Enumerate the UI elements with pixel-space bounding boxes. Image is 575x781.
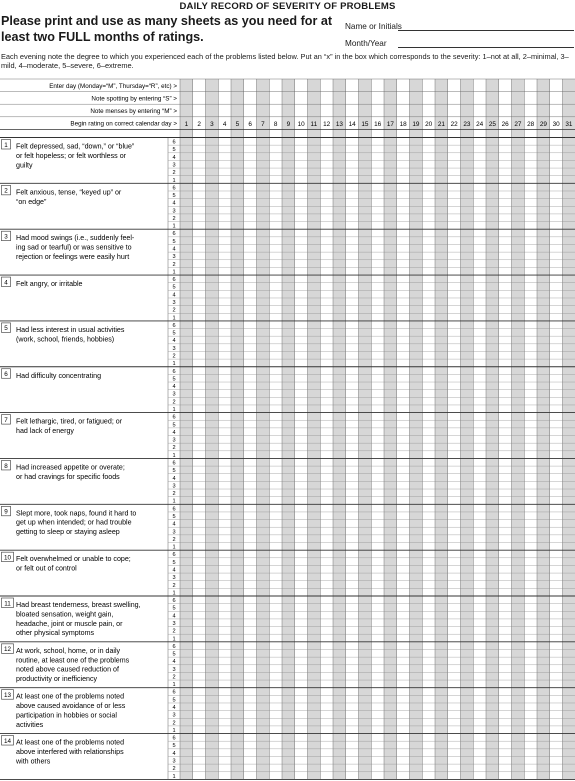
severity-level: 1 <box>172 452 176 459</box>
problem-description-line: At least one of the problems noted <box>16 738 125 747</box>
day-number: 31 <box>565 120 573 128</box>
day-number: 8 <box>273 120 278 128</box>
problem-description-line: routine, at least one of the problems <box>16 656 130 665</box>
severity-level: 1 <box>172 544 176 551</box>
instructions-text: Each evening note the degree to which you experienced each of the problems listed below. Put an “x” in the box which corresponds to the severity: 1–not at all, 2–minimal, 3–mild, 4–moderate, 5–severe, 6–extreme. <box>1 52 569 71</box>
severity-level: 1 <box>172 315 176 322</box>
severity-level: 5 <box>172 376 176 383</box>
problem-number: 11 <box>4 600 11 608</box>
severity-level: 6 <box>172 460 176 467</box>
problem-number: 10 <box>3 554 12 562</box>
day-number: 9 <box>286 120 291 128</box>
shaded-day-column <box>461 79 474 779</box>
problem-number: 13 <box>3 692 12 699</box>
shaded-day-column <box>180 79 193 779</box>
severity-level: 1 <box>172 361 176 368</box>
severity-level: 5 <box>172 238 176 245</box>
severity-level: 4 <box>172 521 176 528</box>
problem-description-line: activities <box>16 720 44 729</box>
problem-description-line: Felt depressed, sad, “down,” or “blue” <box>16 142 135 151</box>
severity-level: 2 <box>172 491 176 498</box>
problem-description-line: Had mood swings (i.e., suddenly feel- <box>16 234 135 243</box>
problem-description-line: other physical symptoms <box>16 629 95 638</box>
severity-level: 3 <box>172 666 176 673</box>
severity-level: 4 <box>172 338 176 345</box>
severity-level: 2 <box>172 261 176 268</box>
day-number: 20 <box>425 120 433 128</box>
day-number: 25 <box>488 120 496 128</box>
problem-description-line: Slept more, took naps, found it hard to <box>16 509 137 518</box>
form-headline: Please print and use as many sheets as you need for at least two FULL months of ratings. <box>1 14 333 44</box>
problem-description-line: noted above caused reduction of <box>16 665 119 674</box>
problem-description-line: had lack of energy <box>16 427 74 435</box>
severity-level: 5 <box>172 743 176 750</box>
severity-level: 4 <box>172 154 176 161</box>
day-number: 17 <box>386 120 394 128</box>
problem-description-line: bloated sensation, weight gain, <box>16 610 114 619</box>
problem-number: 12 <box>3 646 12 654</box>
shaded-day-column <box>231 79 244 779</box>
header-row-label: Note spotting by entering “S” > <box>91 95 177 103</box>
day-number: 2 <box>197 120 201 128</box>
severity-level: 5 <box>172 284 176 291</box>
problem-description-line: At work, school, home, or in daily <box>16 646 121 655</box>
severity-level: 6 <box>172 506 176 513</box>
day-number: 19 <box>412 120 420 128</box>
severity-level: 6 <box>172 598 176 605</box>
day-number: 5 <box>235 120 240 128</box>
shaded-day-column <box>308 79 321 779</box>
header-row-label: Enter day (Monday=“M”, Thursday=“R”, etc) > <box>49 82 177 90</box>
problem-number: 3 <box>4 233 8 241</box>
severity-level: 3 <box>172 437 176 444</box>
severity-level: 1 <box>172 590 176 597</box>
severity-level: 3 <box>172 300 176 307</box>
problem-description-line: or had cravings for specific foods <box>16 472 120 481</box>
severity-level: 6 <box>172 139 176 146</box>
form-title: DAILY RECORD OF SEVERITY OF PROBLEMS <box>179 1 396 12</box>
problem-description-line: ing sad or tearful) or was sensitive to <box>16 243 132 252</box>
day-number: 14 <box>348 120 356 128</box>
problem-description-line: participation in hobbies or social <box>16 711 117 720</box>
severity-level: 3 <box>172 758 176 765</box>
day-number: 10 <box>297 120 305 128</box>
problem-number: 7 <box>4 416 8 424</box>
severity-level: 5 <box>172 651 176 658</box>
severity-level: 6 <box>172 689 176 696</box>
shaded-day-column <box>537 79 550 779</box>
severity-level: 2 <box>172 582 176 589</box>
severity-level: 2 <box>172 720 176 727</box>
severity-level: 4 <box>172 613 176 620</box>
severity-level: 5 <box>172 330 176 337</box>
problem-description-line: above caused avoidance of or less <box>16 702 126 711</box>
shaded-day-column <box>410 79 423 779</box>
problem-number: 9 <box>4 508 8 516</box>
problem-number: 2 <box>4 187 8 195</box>
header-row-label: Note menses by entering “M” > <box>90 108 177 115</box>
severity-level: 6 <box>172 231 176 238</box>
problem-description-line: or felt out of control <box>16 564 77 573</box>
severity-level: 3 <box>172 345 176 352</box>
problem-description-line: get up when intended; or had trouble <box>16 518 132 527</box>
day-number: 26 <box>501 120 509 128</box>
severity-level: 5 <box>172 513 176 520</box>
severity-level: 1 <box>172 682 176 689</box>
severity-level: 5 <box>172 468 176 475</box>
severity-level: 2 <box>172 445 176 452</box>
severity-level: 5 <box>172 193 176 200</box>
shaded-day-column <box>359 79 372 779</box>
shaded-day-column <box>563 79 575 779</box>
month-field-label: Month/Year <box>345 39 387 48</box>
shaded-day-column <box>333 79 346 779</box>
day-number: 3 <box>210 120 214 128</box>
day-number: 15 <box>361 120 369 128</box>
day-number: 11 <box>310 120 318 128</box>
day-number: 27 <box>514 120 522 128</box>
day-number: 13 <box>335 120 343 128</box>
severity-level: 5 <box>172 697 176 704</box>
severity-level: 3 <box>172 575 176 582</box>
severity-level: 1 <box>172 407 176 413</box>
severity-level: 4 <box>172 384 176 391</box>
problem-description-line: headache, joint or muscle pain, or <box>16 619 123 628</box>
day-number: 4 <box>222 120 227 128</box>
problem-number: 1 <box>4 141 8 149</box>
problem-description-line: with others <box>16 757 51 766</box>
severity-level: 2 <box>172 536 176 543</box>
problem-description-line: Felt overwhelmed or unable to cope; <box>16 555 131 564</box>
severity-level: 4 <box>172 200 176 207</box>
severity-level: 4 <box>172 475 176 482</box>
severity-level: 3 <box>172 529 176 536</box>
severity-level: 3 <box>172 483 176 490</box>
severity-level: 3 <box>172 620 176 627</box>
severity-level: 4 <box>172 659 176 666</box>
problem-description-line: getting to sleep or staying asleep <box>16 528 120 537</box>
severity-level: 6 <box>172 277 176 284</box>
problem-description-line: Had breast tenderness, breast swelling, <box>16 601 141 609</box>
day-number: 24 <box>476 120 484 128</box>
problem-description-line: Had less interest in usual activities <box>16 325 125 334</box>
day-number: 29 <box>539 120 547 128</box>
severity-level: 1 <box>172 269 176 276</box>
severity-level: 6 <box>172 185 176 192</box>
severity-level: 4 <box>172 246 176 253</box>
severity-level: 2 <box>172 307 176 314</box>
day-number: 12 <box>323 120 331 128</box>
problem-description-line: At least one of the problems noted <box>16 692 125 701</box>
problem-description-line: Felt lethargic, tired, or fatigued; or <box>16 417 123 426</box>
severity-level: 1 <box>172 177 176 184</box>
severity-level: 2 <box>172 766 176 773</box>
severity-level: 1 <box>172 498 176 505</box>
problem-description-line: above interfered with relationships <box>16 747 124 756</box>
severity-level: 2 <box>172 628 176 635</box>
severity-level: 3 <box>172 712 176 719</box>
day-number: 30 <box>552 120 560 128</box>
severity-level: 5 <box>172 605 176 612</box>
problem-number: 5 <box>4 325 8 333</box>
severity-level: 4 <box>172 705 176 712</box>
shaded-day-column <box>282 79 295 779</box>
day-number: 16 <box>374 120 382 128</box>
severity-level: 2 <box>172 353 176 360</box>
severity-level: 6 <box>172 322 176 329</box>
severity-level: 3 <box>172 162 176 169</box>
problem-description-line: Felt angry, or irritable <box>16 280 83 289</box>
shaded-day-column <box>486 79 499 779</box>
severity-level: 6 <box>172 368 176 375</box>
day-number: 18 <box>399 120 407 128</box>
severity-level: 1 <box>172 773 176 780</box>
severity-level: 3 <box>172 254 176 261</box>
problem-number: 8 <box>4 462 8 470</box>
severity-level: 2 <box>172 170 176 177</box>
severity-level: 1 <box>172 223 176 230</box>
day-number: 1 <box>184 120 189 128</box>
day-number: 22 <box>450 120 458 128</box>
severity-level: 4 <box>172 750 176 757</box>
severity-level: 2 <box>172 674 176 681</box>
problem-description-line: productivity or inefficiency <box>16 675 98 684</box>
shaded-day-column <box>512 79 525 779</box>
problem-description-line: (work, school, friends, hobbies) <box>16 335 115 344</box>
severity-level: 6 <box>172 414 176 421</box>
severity-level: 1 <box>172 636 176 643</box>
severity-level: 3 <box>172 391 176 398</box>
shaded-day-column <box>435 79 448 779</box>
severity-level: 2 <box>172 215 176 222</box>
header-row-label: Begin rating on correct calendar day > <box>70 120 177 128</box>
severity-level: 6 <box>172 735 176 742</box>
day-number: 28 <box>527 120 535 128</box>
severity-level: 3 <box>172 208 176 215</box>
problem-description-line: or felt hopeless; or felt worthless or <box>16 151 127 160</box>
problem-description-line: Felt anxious, tense, “keyed up” or <box>16 188 122 197</box>
problem-description-line: rejection or feelings were easily hurt <box>16 253 130 261</box>
problem-description-line: guilty <box>16 161 33 170</box>
name-field-label: Name or Initials <box>345 22 402 31</box>
day-number: 6 <box>248 120 252 128</box>
problem-description-line: “on edge” <box>16 197 47 206</box>
day-number: 7 <box>261 120 265 128</box>
problem-number: 4 <box>4 279 8 287</box>
severity-level: 5 <box>172 559 176 566</box>
day-number: 21 <box>437 120 445 128</box>
problem-number: 6 <box>4 371 8 379</box>
severity-level: 4 <box>172 567 176 574</box>
severity-level: 6 <box>172 552 176 559</box>
shaded-day-column <box>206 79 219 779</box>
severity-level: 2 <box>172 399 176 406</box>
severity-level: 4 <box>172 429 176 436</box>
shaded-day-column <box>257 79 270 779</box>
severity-level: 4 <box>172 292 176 299</box>
day-number: 23 <box>463 120 471 128</box>
severity-level: 5 <box>172 422 176 429</box>
problem-number: 14 <box>3 737 12 745</box>
problem-description-line: Had difficulty concentrating <box>16 371 102 380</box>
problem-description-line: Had increased appetite or overate; <box>16 463 125 472</box>
severity-level: 6 <box>172 643 176 650</box>
shaded-day-column <box>384 79 397 779</box>
severity-level: 5 <box>172 147 176 154</box>
severity-level: 1 <box>172 727 176 734</box>
